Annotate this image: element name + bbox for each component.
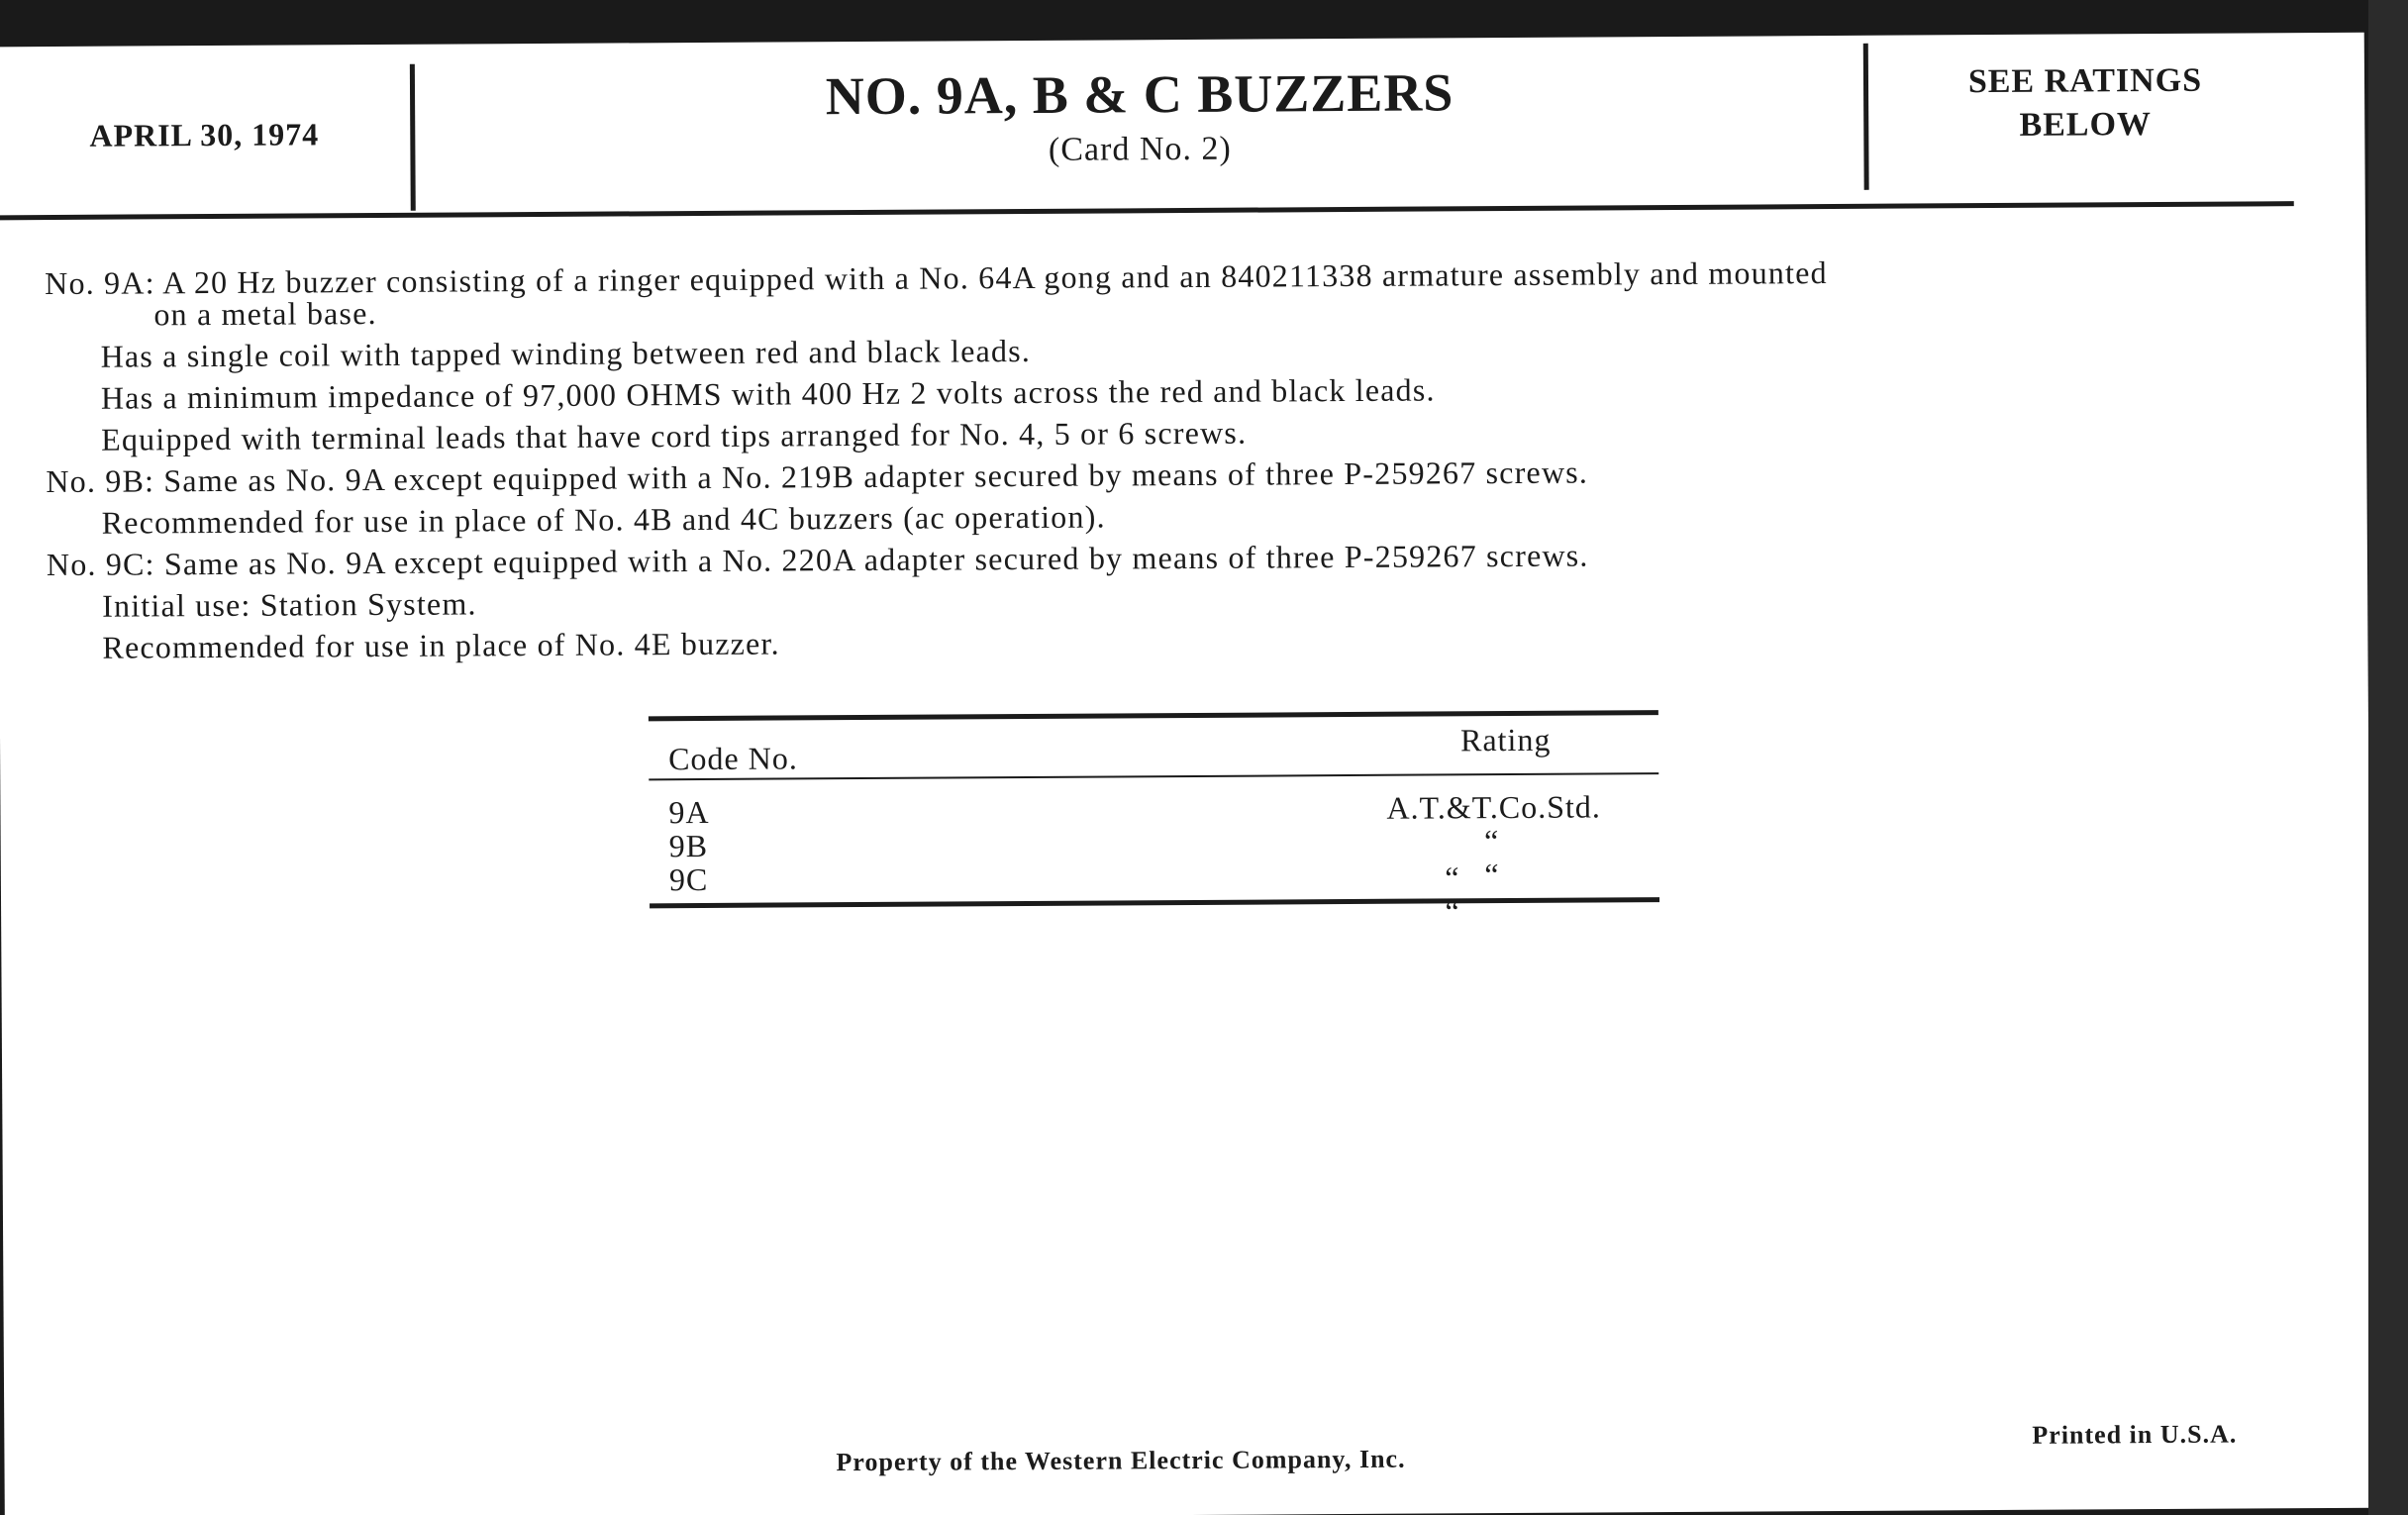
leads-description: Equipped with terminal leads that have cord tips arranged for No. 4, 5 or 6 screws. [101, 414, 1248, 457]
paragraph-9a: No. 9A: A 20 Hz buzzer consisting of a ringer equipped with a No. 64A gong and an 840211338 armature assembly and mounted [45, 254, 1828, 302]
table-header [649, 715, 1658, 778]
printed-notice: Printed in U.S.A. [2032, 1419, 2238, 1450]
header-code-no: Code No. [668, 740, 798, 777]
document-title: NO. 9A, B & C BUZZERS [825, 62, 1455, 127]
table-row [650, 856, 1659, 930]
ditto-mark: “ [1445, 859, 1460, 896]
description-body [45, 249, 2324, 668]
row-rating: A.T.&T.Co.Std. [1386, 788, 1601, 826]
table-body [649, 788, 1659, 930]
scan-edge [2368, 0, 2408, 1515]
coil-description: Has a single coil with tapped winding between red and black leads. [100, 332, 1032, 374]
row-rating-ditto [1387, 856, 1625, 930]
ratings-note [1877, 58, 2294, 149]
row-code: 9A [668, 793, 710, 831]
ditto-mark: “ [1483, 823, 1500, 859]
document-card [0, 33, 2373, 1515]
row-code: 9B [668, 827, 709, 864]
row-code: 9C [668, 860, 709, 898]
header-divider-right [1863, 44, 1869, 190]
header-rule [0, 201, 2294, 220]
ratings-note-line2: BELOW [2019, 106, 2153, 144]
recommendation-9b: Recommended for use in place of No. 4B and 4C buzzers (ac operation). [101, 498, 1106, 541]
header-rating: Rating [1459, 721, 1552, 758]
header-divider-left [410, 64, 416, 211]
ditto-mark: “ [1484, 857, 1500, 893]
initial-use-9c: Initial use: Station System. [102, 585, 477, 624]
impedance-description: Has a minimum impedance of 97,000 OHMS with 400 Hz 2 volts across the red and black leads. [100, 371, 1436, 416]
ratings-table [649, 710, 1659, 930]
paragraph-9a-continued: on a metal base. [153, 294, 377, 333]
property-notice: Property of the Western Electric Company, Inc. [836, 1444, 1406, 1477]
recommendation-9c: Recommended for use in place of No. 4E buzzer. [102, 625, 780, 665]
paragraph-9b: No. 9B: Same as No. 9A except equipped with a No. 219B adapter secured by means of three P-259267 screws. [46, 454, 1589, 500]
issue-date: APRIL 30, 1974 [89, 116, 320, 153]
document-subtitle: (Card No. 2) [1048, 130, 1232, 168]
ratings-note-line1: SEE RATINGS [1967, 61, 2203, 101]
paragraph-9c: No. 9C: Same as No. 9A except equipped with a No. 220A adapter secured by means of three P-259267 screws. [46, 537, 1589, 583]
ditto-mark: “ [1445, 893, 1460, 930]
